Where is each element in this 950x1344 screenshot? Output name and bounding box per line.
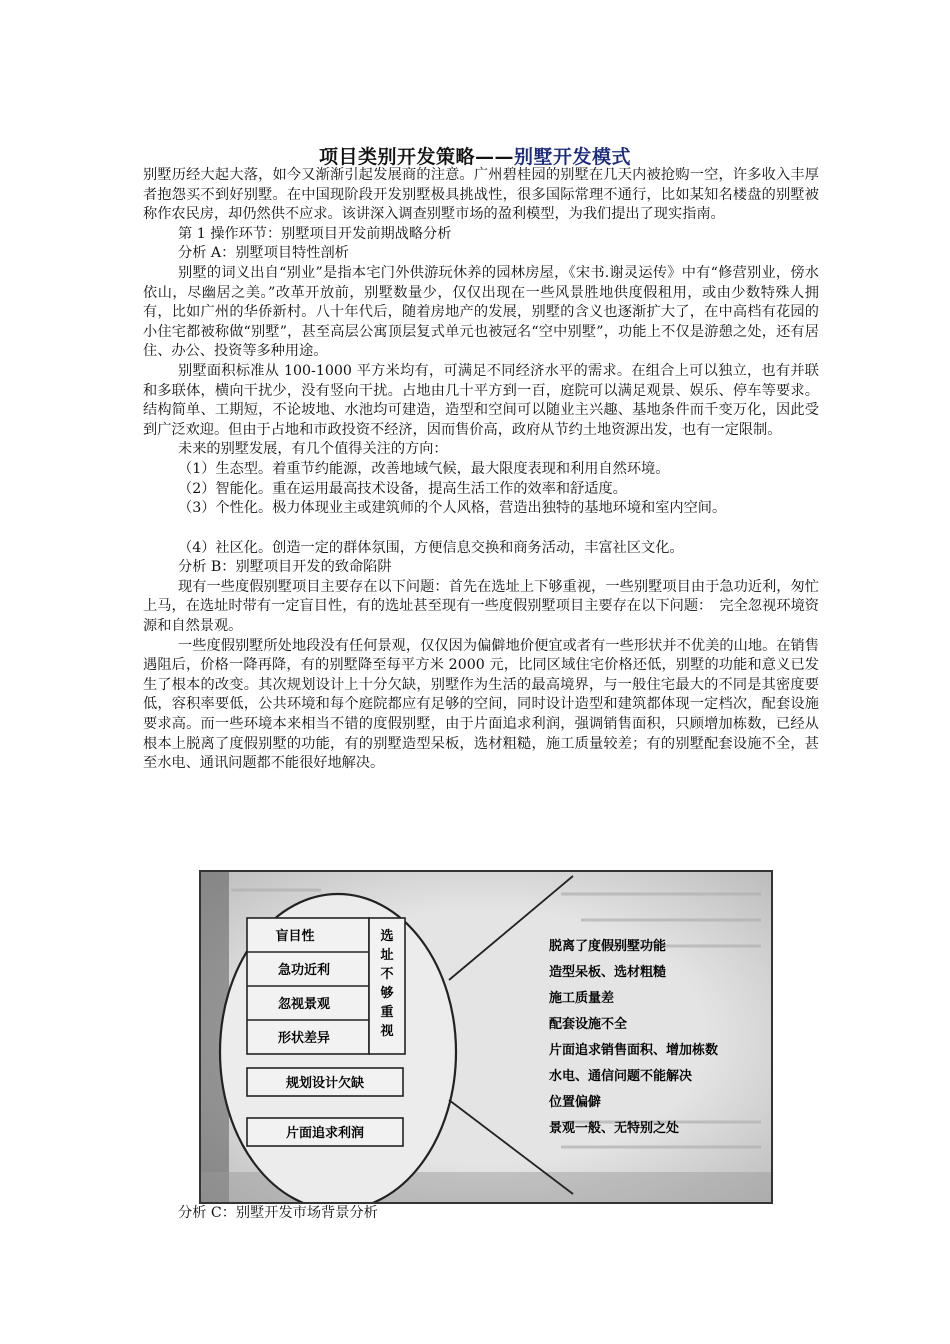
right-item-8: 景观一般、无特别之处 xyxy=(549,1121,680,1136)
direction-item-3: （3）个性化。极力体现业主或建筑师的个人风格，营造出独特的基地环境和室内空间。 xyxy=(178,500,727,517)
trap-diagram xyxy=(201,872,771,1202)
side-char-5: 重 xyxy=(380,1005,394,1020)
direction-item-4: （4）社区化。创造一定的群体氛围，方便信息交换和商务活动，丰富社区文化。 xyxy=(178,539,684,556)
section-heading-1: 第 1 操作环节：别墅项目开发前期战略分析 xyxy=(178,225,452,242)
right-item-7: 位置偏僻 xyxy=(549,1095,602,1110)
villa-definition-paragraph: 别墅的词义出自“别业”是指本宅门外供游玩休养的园林房屋，《宋书.谢灵运传》中有“修营别业，傍水依山，尽幽居之美。”改革开放前，别墅数量少，仅仅出现在一些风景胜地供度假租用，或由少数特殊人拥有，比如广州的华侨新村。八十年代后，随着房地产的发展，别墅的含义也逐渐扩大了，在中高档有花园的小住宅都被称做“别墅”，甚至高层公寓顶层复式单元也被冠名“空中别墅”，功能上不仅是游憩之处，还有居住、办公、投资等多种用途。 xyxy=(143,264,819,360)
trap-diagram-figure xyxy=(199,870,773,1204)
title-part-1: 项目类别开发策略—— xyxy=(318,146,514,168)
analysis-c-heading: 分析 C：别墅开发市场背景分析 xyxy=(178,1205,378,1221)
side-char-2: 址 xyxy=(380,948,394,963)
left-box-label-4: 形状差异 xyxy=(277,1031,331,1046)
left-box-label-1: 盲目性 xyxy=(275,929,315,944)
side-char-6: 视 xyxy=(380,1024,394,1039)
right-item-6: 水电、通信问题不能解决 xyxy=(549,1069,693,1084)
side-char-3: 不 xyxy=(380,967,394,982)
analysis-a-heading: 分析 A：别墅项目特性剖析 xyxy=(178,245,349,262)
right-item-2: 造型呆板、选材粗糙 xyxy=(549,965,667,980)
problems-paragraph: 现有一些度假别墅项目主要存在以下问题：首先在选址上下够重视，一些别墅项目由于急功近利，匆忙上马，在选址时带有一定盲目性，有的选址甚至现有一些度假别墅项目主要存在以下问题： 完全忽视环境资源和自然景观。 xyxy=(143,578,819,635)
page-title xyxy=(0,142,950,169)
direction-item-2: （2）智能化。重在运用最高技术设备，提高生活工作的效率和舒适度。 xyxy=(178,480,627,497)
villa-area-paragraph: 别墅面积标准从 100-1000 平方米均有，可满足不同经济水平的需求。在组合上可以独立，也有并联和多联体，横向干扰少，没有竖向干扰。占地由几十平方到一百，庭院可以满足观景、娱乐、停车等要求。结构简单、工期短，不论坡地、水池均可建造，造型和空间可以随业主兴趣、基地条件而千变万化，因此受到广泛欢迎。但由于占地和市政投资不经济，因而售价高，政府从节约土地资源出发，也有一定限制。 xyxy=(143,362,819,438)
problems-detail-paragraph: 一些度假别墅所处地段没有任何景观，仅仅因为偏僻地价便宜或者有一些形状并不优美的山地。在销售遇阻后，价格一降再降，有的别墅降至每平方米 2000 元，比同区域住宅价格还低，别墅的功能和意义已发生了根本的改变。其次规划设计上十分欠缺，别墅作为生活的最高境界，与一般住宅最大的不同是其密度要低，容积率要低，公共环境和每个庭院都应有足够的空间，同时设计造型和建筑都体现一定档次，配套设施要求高。而一些环境本来相当不错的度假别墅，由于片面追求利润，强调销售面积，只顾增加栋数，已经从根本上脱离了度假别墅的功能，有的别墅造型呆板，选材粗糙，施工质量较差；有的别墅配套设施不全，甚至水电、通讯问题都不能很好地解决。 xyxy=(143,637,819,772)
side-char-1: 选 xyxy=(380,929,394,944)
title-part-2: 别墅开发模式 xyxy=(514,146,632,168)
intro-paragraph: 别墅历经大起大落，如今又渐渐引起发展商的注意。广州碧桂园的别墅在几天内被抢购一空，许多收入丰厚者抱怨买不到好别墅。在中国现阶段开发别墅极具挑战性，很多国际常理不通行，比如某知名楼盘的别墅被称作农民房，却仍然供不应求。该讲深入调查别墅市场的盈利模型，为我们提出了现实指南。 xyxy=(143,167,819,223)
right-item-4: 配套设施不全 xyxy=(549,1017,628,1032)
right-item-5: 片面追求销售面积、增加栋数 xyxy=(549,1043,719,1058)
left-box-label-3: 忽视景观 xyxy=(277,997,331,1012)
right-item-1: 脱离了度假别墅功能 xyxy=(549,939,667,954)
article-body xyxy=(143,166,819,774)
left-box-label-2: 急功近利 xyxy=(277,963,331,978)
profit-box-label: 片面追求利润 xyxy=(285,1126,365,1141)
analysis-b-heading: 分析 B：别墅项目开发的致命陷阱 xyxy=(178,559,392,576)
future-directions-intro: 未来的别墅发展，有几个值得关注的方向： xyxy=(178,441,448,458)
right-item-3: 施工质量差 xyxy=(549,991,615,1006)
side-char-4: 够 xyxy=(380,986,394,1001)
planning-box-label: 规划设计欠缺 xyxy=(285,1076,365,1091)
direction-item-1: （1）生态型。着重节约能源，改善地域气候，最大限度表现和利用自然环境。 xyxy=(178,460,670,477)
